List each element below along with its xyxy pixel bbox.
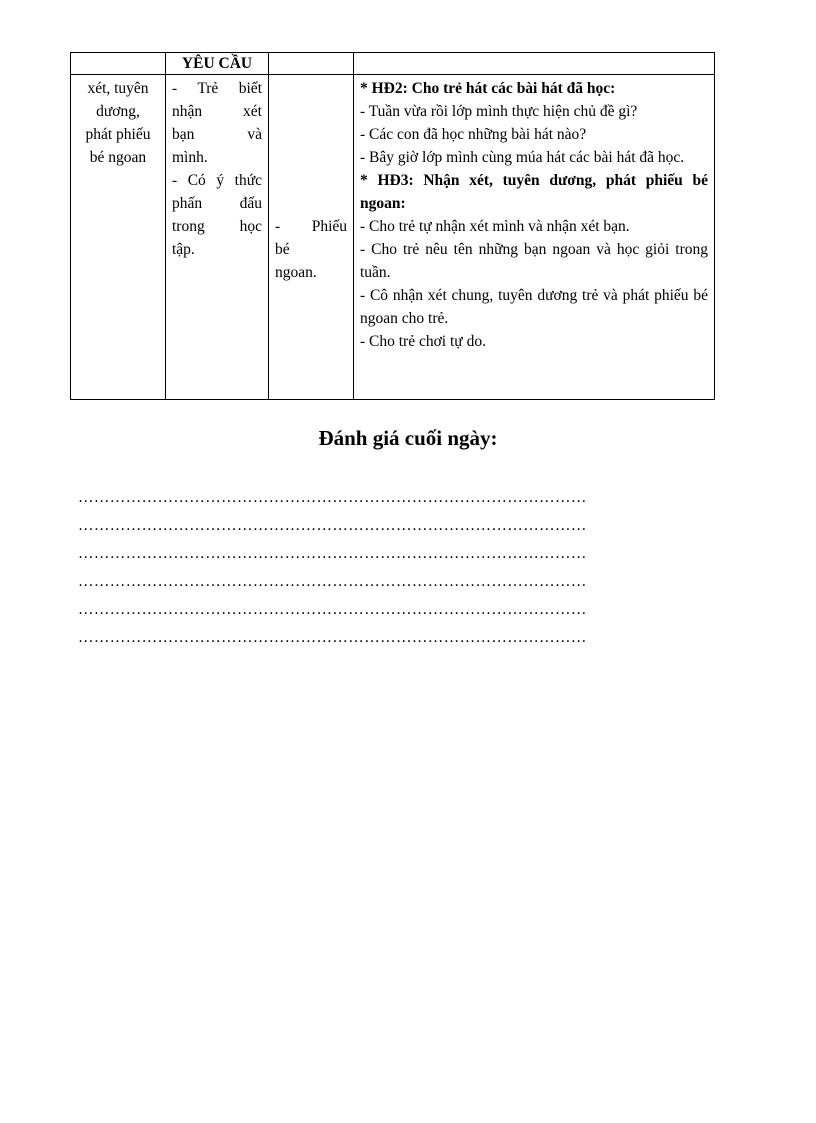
requirement-line: - Trẻ biết [172, 80, 262, 97]
dotted-line: …………………………………………………………………………………… [78, 629, 587, 646]
materials-cell [269, 75, 354, 400]
activities-cell [354, 75, 715, 400]
table-header-row [71, 53, 715, 75]
requirement-line: nhận xét [172, 103, 262, 120]
requirement-line: tập. [172, 241, 195, 258]
activity-name-line: dương, [96, 103, 140, 120]
activity-name-line: bé ngoan [89, 149, 147, 166]
hd2-item: - Tuần vừa rồi lớp mình thực hiện chủ đề gì? [360, 103, 638, 120]
requirement-line: mình. [172, 149, 208, 166]
header-cell-1 [71, 53, 166, 75]
header-cell-requirements: YÊU CẦU [166, 53, 269, 75]
header-cell-4 [354, 53, 715, 75]
hd2-item: - Bây giờ lớp mình cùng múa hát các bài hát đã học. [360, 149, 685, 166]
hd3-item: - Cho trẻ tự nhận xét mình và nhận xét bạn. [360, 218, 630, 235]
header-cell-3 [269, 53, 354, 75]
hd3-item: - Cô nhận xét chung, tuyên dương trẻ và phát phiếu bé ngoan cho trẻ. [360, 287, 708, 327]
dotted-line: …………………………………………………………………………………… [78, 545, 587, 562]
evaluation-dot-lines [78, 484, 738, 652]
dotted-line: …………………………………………………………………………………… [78, 573, 587, 590]
hd3-title: * HĐ3: Nhận xét, tuyên dương, phát phiếu bé ngoan: [360, 172, 708, 212]
hd2-item: - Các con đã học những bài hát nào? [360, 126, 587, 143]
materials-line: ngoan. [275, 264, 317, 281]
requirement-line: bạn và [172, 126, 262, 143]
materials-spacer [275, 77, 347, 215]
requirements-cell [166, 75, 269, 400]
evaluation-title: Đánh giá cuối ngày: [318, 426, 498, 450]
activity-name-cell [71, 75, 166, 400]
activity-name-line: phát phiếu [85, 126, 151, 143]
requirement-line: - Có ý thức [172, 172, 262, 189]
hd3-item: - Cho trẻ nêu tên những bạn ngoan và học giỏi trong tuần. [360, 241, 708, 281]
hd3-item: - Cho trẻ chơi tự do. [360, 333, 486, 350]
dotted-line: …………………………………………………………………………………… [78, 601, 587, 618]
dotted-line: …………………………………………………………………………………… [78, 489, 587, 506]
materials-line: - Phiếu [275, 218, 347, 235]
hd2-title: * HĐ2: Cho trẻ hát các bài hát đã học: [360, 80, 616, 97]
table-body-row [71, 75, 715, 400]
requirement-line: phấn đấu [172, 195, 262, 212]
activity-name-line: xét, tuyên [87, 80, 149, 97]
requirement-line: trong học [172, 218, 262, 235]
dotted-line: …………………………………………………………………………………… [78, 517, 587, 534]
materials-line: bé [275, 241, 290, 258]
lesson-plan-table [70, 52, 715, 400]
